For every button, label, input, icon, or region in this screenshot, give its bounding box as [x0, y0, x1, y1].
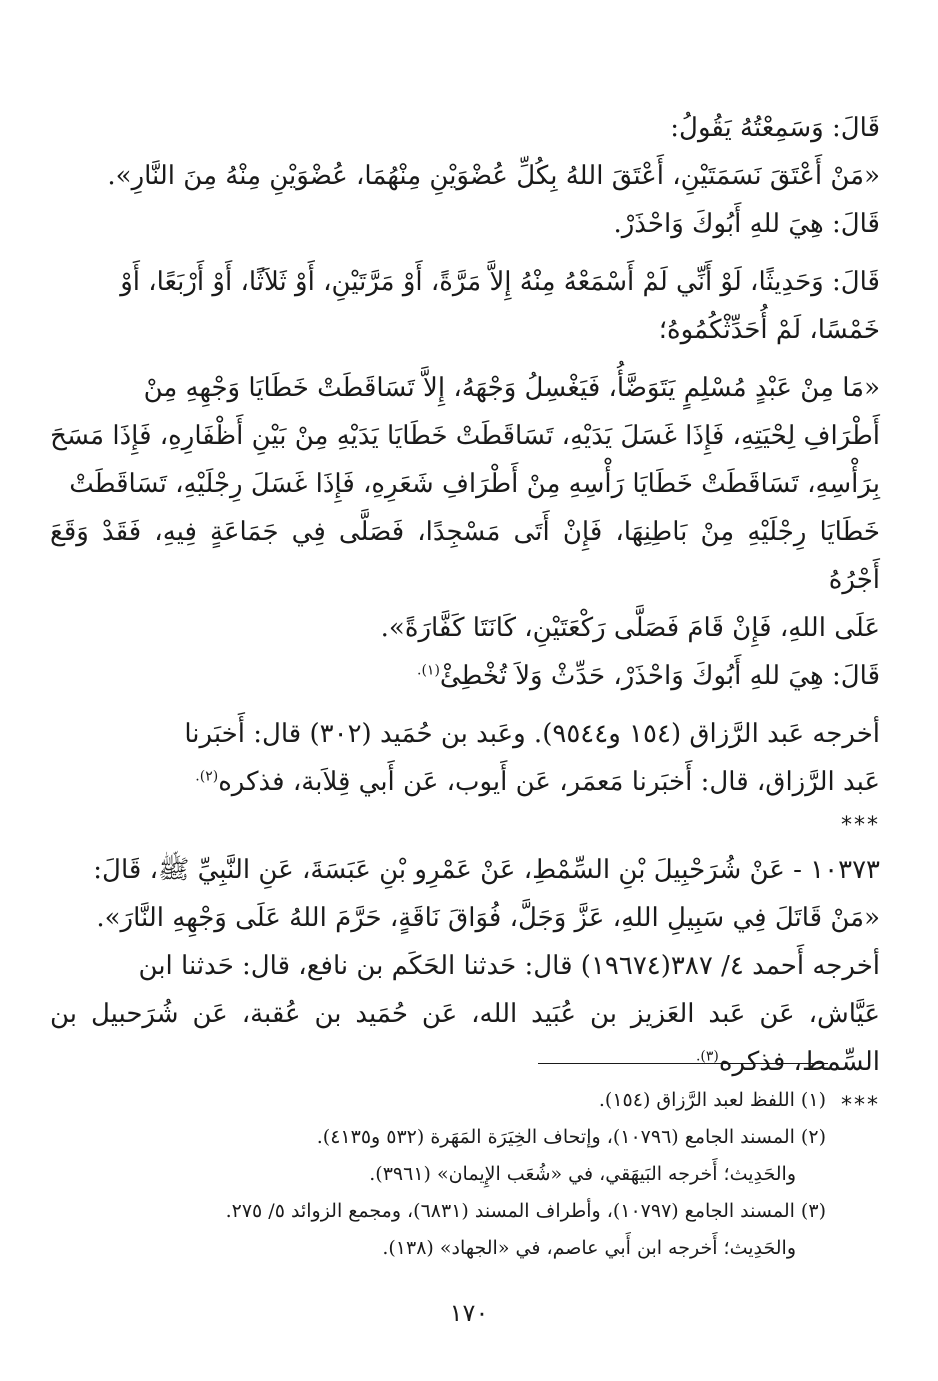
- text-line: «مَا مِنْ عَبْدٍ مُسْلِمٍ يَتَوَضَّأُ، فَيَغْسِلُ وَجْهَهُ، إِلاَّ تَسَاقَطَتْ خَطَايَا وَجْهِهِ مِنْ: [143, 373, 880, 403]
- footnotes: [46, 1082, 826, 1267]
- text-line: خَمْسًا، لَمْ أُحَدِّثْكُمُوهُ؛: [658, 315, 880, 345]
- takhrij-line: [50, 758, 880, 806]
- section-separator: ***: [841, 813, 880, 838]
- text-line: أَطْرَافِ لِحْيَتِهِ، فَإِذَا غَسَلَ يَدَيْهِ، تَسَاقَطَتْ خَطَايَا يَدَيْهِ مِنْ بَيْنِ أَظْفَارِهِ، فَإِذَا مَسَحَ: [50, 421, 880, 451]
- text-line: «مَنْ أَعْتَقَ نَسَمَتَيْنِ، أَعْتَقَ اللهُ بِكُلِّ عُضْوَيْنِ مِنْهُمَا، عُضْوَيْنِ مِنْهُ مِنَ النَّارِ».: [107, 161, 880, 191]
- footnote-ref: (١).: [417, 662, 440, 679]
- takhrij-line: [50, 990, 880, 1086]
- footnote-ref: (٢).: [195, 768, 219, 785]
- text-segment: عَيَّاش، عَن عَبد العَزيز بن عُبَيد الله، عَن حُمَيد بن عُقبة، عَن شُرَحبيل بن السِّمط، فذكره: [50, 999, 880, 1077]
- text-line: قَالَ: وَسَمِعْتُهُ يَقُولُ:: [670, 113, 880, 143]
- footnote: والحَدِيث؛ أَخرجه ابن أَبي عاصم، في «الجهاد» (١٣٨).: [382, 1237, 796, 1259]
- hadith-heading: ١٠٣٧٣ - عَنْ شُرَحْبِيلَ بْنِ السِّمْطِ، عَنْ عَمْرِو بْنِ عَبَسَةَ، عَنِ النَّبِيِّ ﷺ، قَالَ:: [93, 855, 880, 885]
- takhrij-line: أخرجه عَبد الرَّزاق (١٥٤ و٩٥٤٤). وعَبد بن حُمَيد (٣٠٢) قال: أَخبَرنا: [184, 719, 880, 749]
- footnote: (١) اللفظ لعبد الرَّزاق (١٥٤).: [598, 1089, 826, 1111]
- text-line: قَالَ: وَحَدِيثًا، لَوْ أَنِّي لَمْ أَسْمَعْهُ مِنْهُ إِلاَّ مَرَّةً، أَوْ مَرَّتَيْنِ، أَوْ ثَلاَثًا، أَوْ أَرْبَعًا، أَوْ: [120, 267, 880, 297]
- text-line: بِرَأْسِهِ، تَسَاقَطَتْ خَطَايَا رَأْسِهِ مِنْ أَطْرَافِ شَعَرِهِ، فَإِذَا غَسَلَ رِجْلَيْهِ، تَسَاقَطَتْ: [69, 469, 880, 499]
- footnote: (٣) المسند الجامع (١٠٧٩٧)، وأطراف المسند (٦٨٣١)، ومجمع الزوائد ٥/ ٢٧٥.: [225, 1200, 826, 1222]
- takhrij-line: أخرجه أَحمد ٤/ ٣٨٧(١٩٦٧٤) قال: حَدثنا الحَكَم بن نافع، قال: حَدثنا ابن: [138, 951, 880, 981]
- text-line: [50, 652, 880, 700]
- text-line: عَلَى اللهِ، فَإِنْ قَامَ فَصَلَّى رَكْعَتَيْنِ، كَانَتَا كَفَّارَةً».: [380, 613, 880, 643]
- text-line: «مَنْ قَاتَلَ فِي سَبِيلِ اللهِ، عَزَّ وَجَلَّ، فُوَاقَ نَاقَةٍ، حَرَّمَ اللهُ عَلَى وَجْهِهِ النَّارَ».: [96, 903, 880, 933]
- text-segment: قَالَ: هِيَ للهِ أَبُوكَ وَاحْذَرْ، حَدِّثْ وَلاَ تُخْطِئْ: [439, 661, 880, 691]
- main-text: [50, 104, 880, 1126]
- section-separator: ***: [841, 1093, 880, 1118]
- text-line: قَالَ: هِيَ للهِ أَبُوكَ وَاحْذَرْ.: [613, 209, 880, 239]
- footnote: (٢) المسند الجامع (١٠٧٩٦)، وإتحاف الخِيَرَة المَهَرة (٥٣٢ و٤١٣٥).: [316, 1126, 826, 1148]
- footnote-ref: (٣).: [695, 1048, 719, 1065]
- page-number: ١٧٠: [449, 1299, 489, 1327]
- text-line: خَطَايَا رِجْلَيْهِ مِنْ بَاطِنِهَا، فَإِنْ أَتَى مَسْجِدًا، فَصَلَّى فِي جَمَاعَةٍ فِيهِ، فَقَدْ وَقَعَ أَجْرُهُ: [50, 517, 880, 595]
- text-segment: عَبد الرَّزاق، قال: أَخبَرنا مَعمَر، عَن أَيوب، عَن أَبي قِلاَبة، فذكره: [218, 767, 880, 797]
- footnote: والحَدِيث؛ أَخرجه البَيهَقي، في «شُعَب الإِيمان» (٣٩٦١).: [369, 1163, 796, 1185]
- footnote-divider: [538, 1063, 828, 1064]
